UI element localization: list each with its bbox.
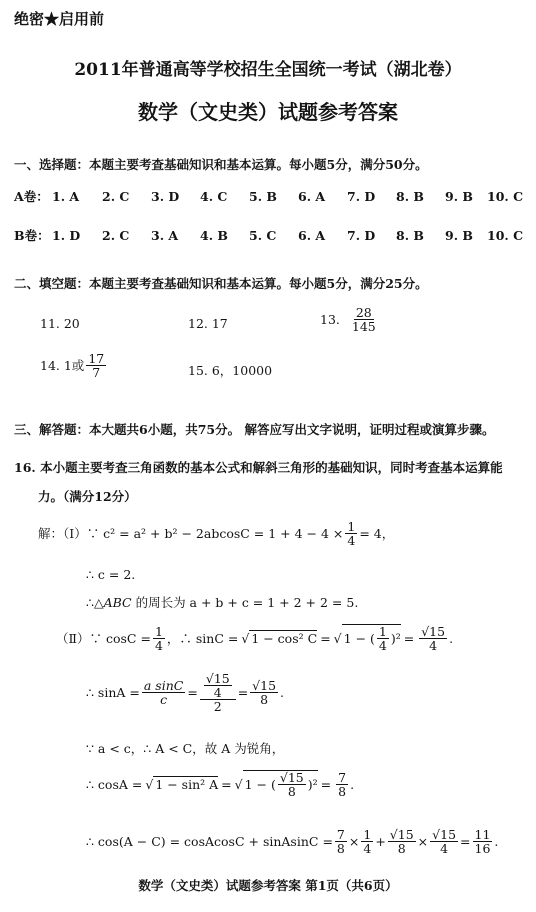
fraction-denominator: 4 [347,533,356,549]
fraction-numerator: a sinC [143,678,184,694]
paper-b-answers [14,228,527,243]
fraction-denominator: 8 [336,841,345,857]
fraction-denominator: 7 [92,365,101,381]
fraction-denominator: 4 [154,637,163,653]
plus-sign: + [375,834,386,850]
solution-part-2: （Ⅱ）∵ cosC = $\frac{1}{4}$ ，∴ sinC = √ 1 − cos² C = √ 1 − ( $\frac{1}{4}$ )² = $\frac{√15}{4}$ . [56,623,454,654]
fraction-numerator: √15 [205,671,230,686]
sqrt-expression [243,770,318,798]
paper-a-label: A卷： [14,189,49,204]
fraction-denominator: 2 [213,699,222,715]
answer-item: 10. C [487,228,524,243]
equals-sign: = [237,685,249,701]
answer-item: 3. D [151,189,180,204]
solution-step-2: ∴ c = 2. [86,567,136,582]
equals-sign: = [187,685,198,701]
fraction-denominator: 4 [429,637,438,653]
fraction-sqrt15-over-4 [204,672,232,699]
answer-13-fraction [350,306,378,333]
fraction-numerator: √15 [252,678,277,694]
fraction-denominator: 8 [260,692,269,708]
fraction-denominator: 4 [213,685,222,701]
fraction-numerator: 7 [336,827,345,842]
answer-item: 5. B [249,189,277,204]
period: . [494,834,499,850]
answer-item: 3. A [151,228,179,243]
answer-11: 11. 20 [40,316,80,331]
fraction-numerator [200,672,236,700]
q16-intro-line1: 16. 本小题主要考查三角函数的基本公式和解斜三角形的基础知识，同时考查基本运算能 [14,460,503,475]
fraction-sqrt15-over-4 [430,828,458,855]
equation-text: ，∴ sinC = [166,630,239,646]
fraction-numerator: 7 [338,769,347,785]
equation-text: 的周长为 a + b + c = 1 + 2 + 2 = 5. [131,595,359,610]
answer-item: 1. A [52,189,80,204]
fraction-numerator: 11 [474,827,491,842]
fraction-quarter [345,520,357,547]
answer-14-label: 14. 1或 [40,358,85,374]
fraction-denominator: 8 [287,784,296,800]
paper-b-label: B卷： [14,228,50,243]
fraction-denominator: 4 [440,841,449,857]
fraction-law-of-sines [142,679,185,706]
fraction-quarter [361,828,373,855]
fraction-numerator: 17 [88,351,105,366]
fraction-quarter [153,625,165,652]
fraction-sqrt15-over-4 [419,625,447,652]
section3-heading: 三、解答题：本大题共6小题，共75分。 解答应写出文字说明，证明过程或演算步骤。 [14,422,495,437]
period: . [280,685,285,701]
period: . [350,776,355,792]
answer-15: 15. 6，10000 [188,363,273,378]
fraction-numerator: 28 [355,305,372,320]
exam-title: 2011年普通高等学校招生全国统一考试（湖北卷） [74,60,462,80]
times-sign: × [348,834,360,850]
fraction-denominator: 8 [338,783,347,799]
equation-text: ∴△ [86,595,104,610]
answer-item: 7. D [347,189,376,204]
fraction-numerator: √15 [421,623,446,639]
solution-step-3 [86,595,358,610]
equation-text: 1 − ( [244,777,276,793]
answer-item: 5. C [249,228,277,243]
fraction-numerator: 1 [154,623,163,639]
equation-text: ∴ cos(A − C) = cosAcosC + sinAsinC = [86,834,333,850]
equation-text: 1 − ( [343,631,375,647]
equation-text: )² [390,631,401,647]
answer-14 [40,352,108,379]
solution-sin-a [86,672,284,713]
fraction-denominator: c [160,692,168,708]
section2-heading: 二、填空题：本题主要考查基础知识和基本运算。每小题5分，满分25分。 [14,276,428,291]
fraction-quarter [377,625,389,652]
answer-14-fraction [86,352,106,379]
paper-a-answers [14,189,527,204]
answer-item: 6. A [298,189,326,204]
answer-item: 2. C [102,228,130,243]
answer-item: 9. B [445,189,473,204]
fraction-denominator: 4 [363,841,372,857]
answer-item: 4. B [200,228,228,243]
fraction-7-over-8 [335,828,347,855]
fraction-numerator: √15 [432,827,457,842]
solution-comparison: ∵ a < c，∴ A < C，故 A 为锐角， [86,741,285,756]
section1-heading: 一、选择题：本题主要考查基础知识和基本运算。每小题5分，满分50分。 [14,157,428,172]
fraction-result [473,828,493,855]
equation-text: 解：（Ⅰ）∵ c² = a² + b² − 2abcosC = 1 + 4 − 4 × [38,526,344,542]
solution-cos-a: ∴ cosA = √ 1 − sin² A = √ 1 − ( $\frac{√15}{8}$ )² = $\frac{7}{8}$ . [86,769,355,800]
times-sign: × [417,834,429,850]
answer-item: 8. B [396,228,424,243]
triangle-name: ABC [103,595,132,610]
answer-item: 6. A [298,228,326,243]
fraction-numerator: 1 [378,624,387,639]
answer-13 [320,306,380,333]
equation-text: ∴ sinA = [86,685,140,701]
equals-sign: = [403,630,415,646]
answer-12: 12. 17 [188,316,228,331]
equals-sign: = [320,630,331,646]
fraction-sqrt15-over-8 [278,771,306,798]
compound-fraction [200,672,236,713]
equals-sign: = [221,776,232,792]
sqrt-expression: 1 − cos² C [251,631,318,647]
fraction-sqrt15-over-8 [250,679,278,706]
answer-item: 2. C [102,189,130,204]
fraction-sqrt15-over-8 [388,828,416,855]
sqrt-expression [342,624,401,652]
answer-item: 10. C [487,189,524,204]
fraction-denominator: 8 [397,841,406,857]
solution-cos-a-minus-c [86,828,498,855]
document-title: 数学（文史类）试题参考答案 [138,100,398,124]
fraction-numerator: 1 [347,519,356,534]
sqrt-expression: 1 − sin² A [155,777,219,793]
answer-item: 8. B [396,189,424,204]
fraction-denominator: 16 [474,841,491,857]
fraction-7-over-8 [336,771,348,798]
equals-sign: = [460,834,471,850]
confidential-mark: 绝密★启用前 [14,10,105,28]
q16-intro-line2: 力。（满分12分） [38,489,137,504]
answer-item: 9. B [445,228,473,243]
fraction-numerator: √15 [389,827,414,842]
answer-13-label: 13. [320,312,340,328]
answer-item: 7. D [347,228,376,243]
fraction-denominator: 145 [351,319,376,335]
solution-step-1 [38,520,394,547]
answer-item: 1. D [52,228,81,243]
equation-text: )² [307,777,318,793]
answer-item: 4. C [200,189,228,204]
equation-text: （Ⅱ）∵ cosC = [56,630,151,646]
fraction-denominator: 4 [378,638,387,654]
equals-sign: = [320,776,332,792]
fraction-numerator: √15 [279,770,304,785]
page-footer: 数学（文史类）试题参考答案 第1页（共6页） [138,878,398,893]
equation-text: = 4， [359,526,395,542]
equation-text: ∴ cosA = [86,776,143,792]
fraction-numerator: 1 [363,827,372,842]
